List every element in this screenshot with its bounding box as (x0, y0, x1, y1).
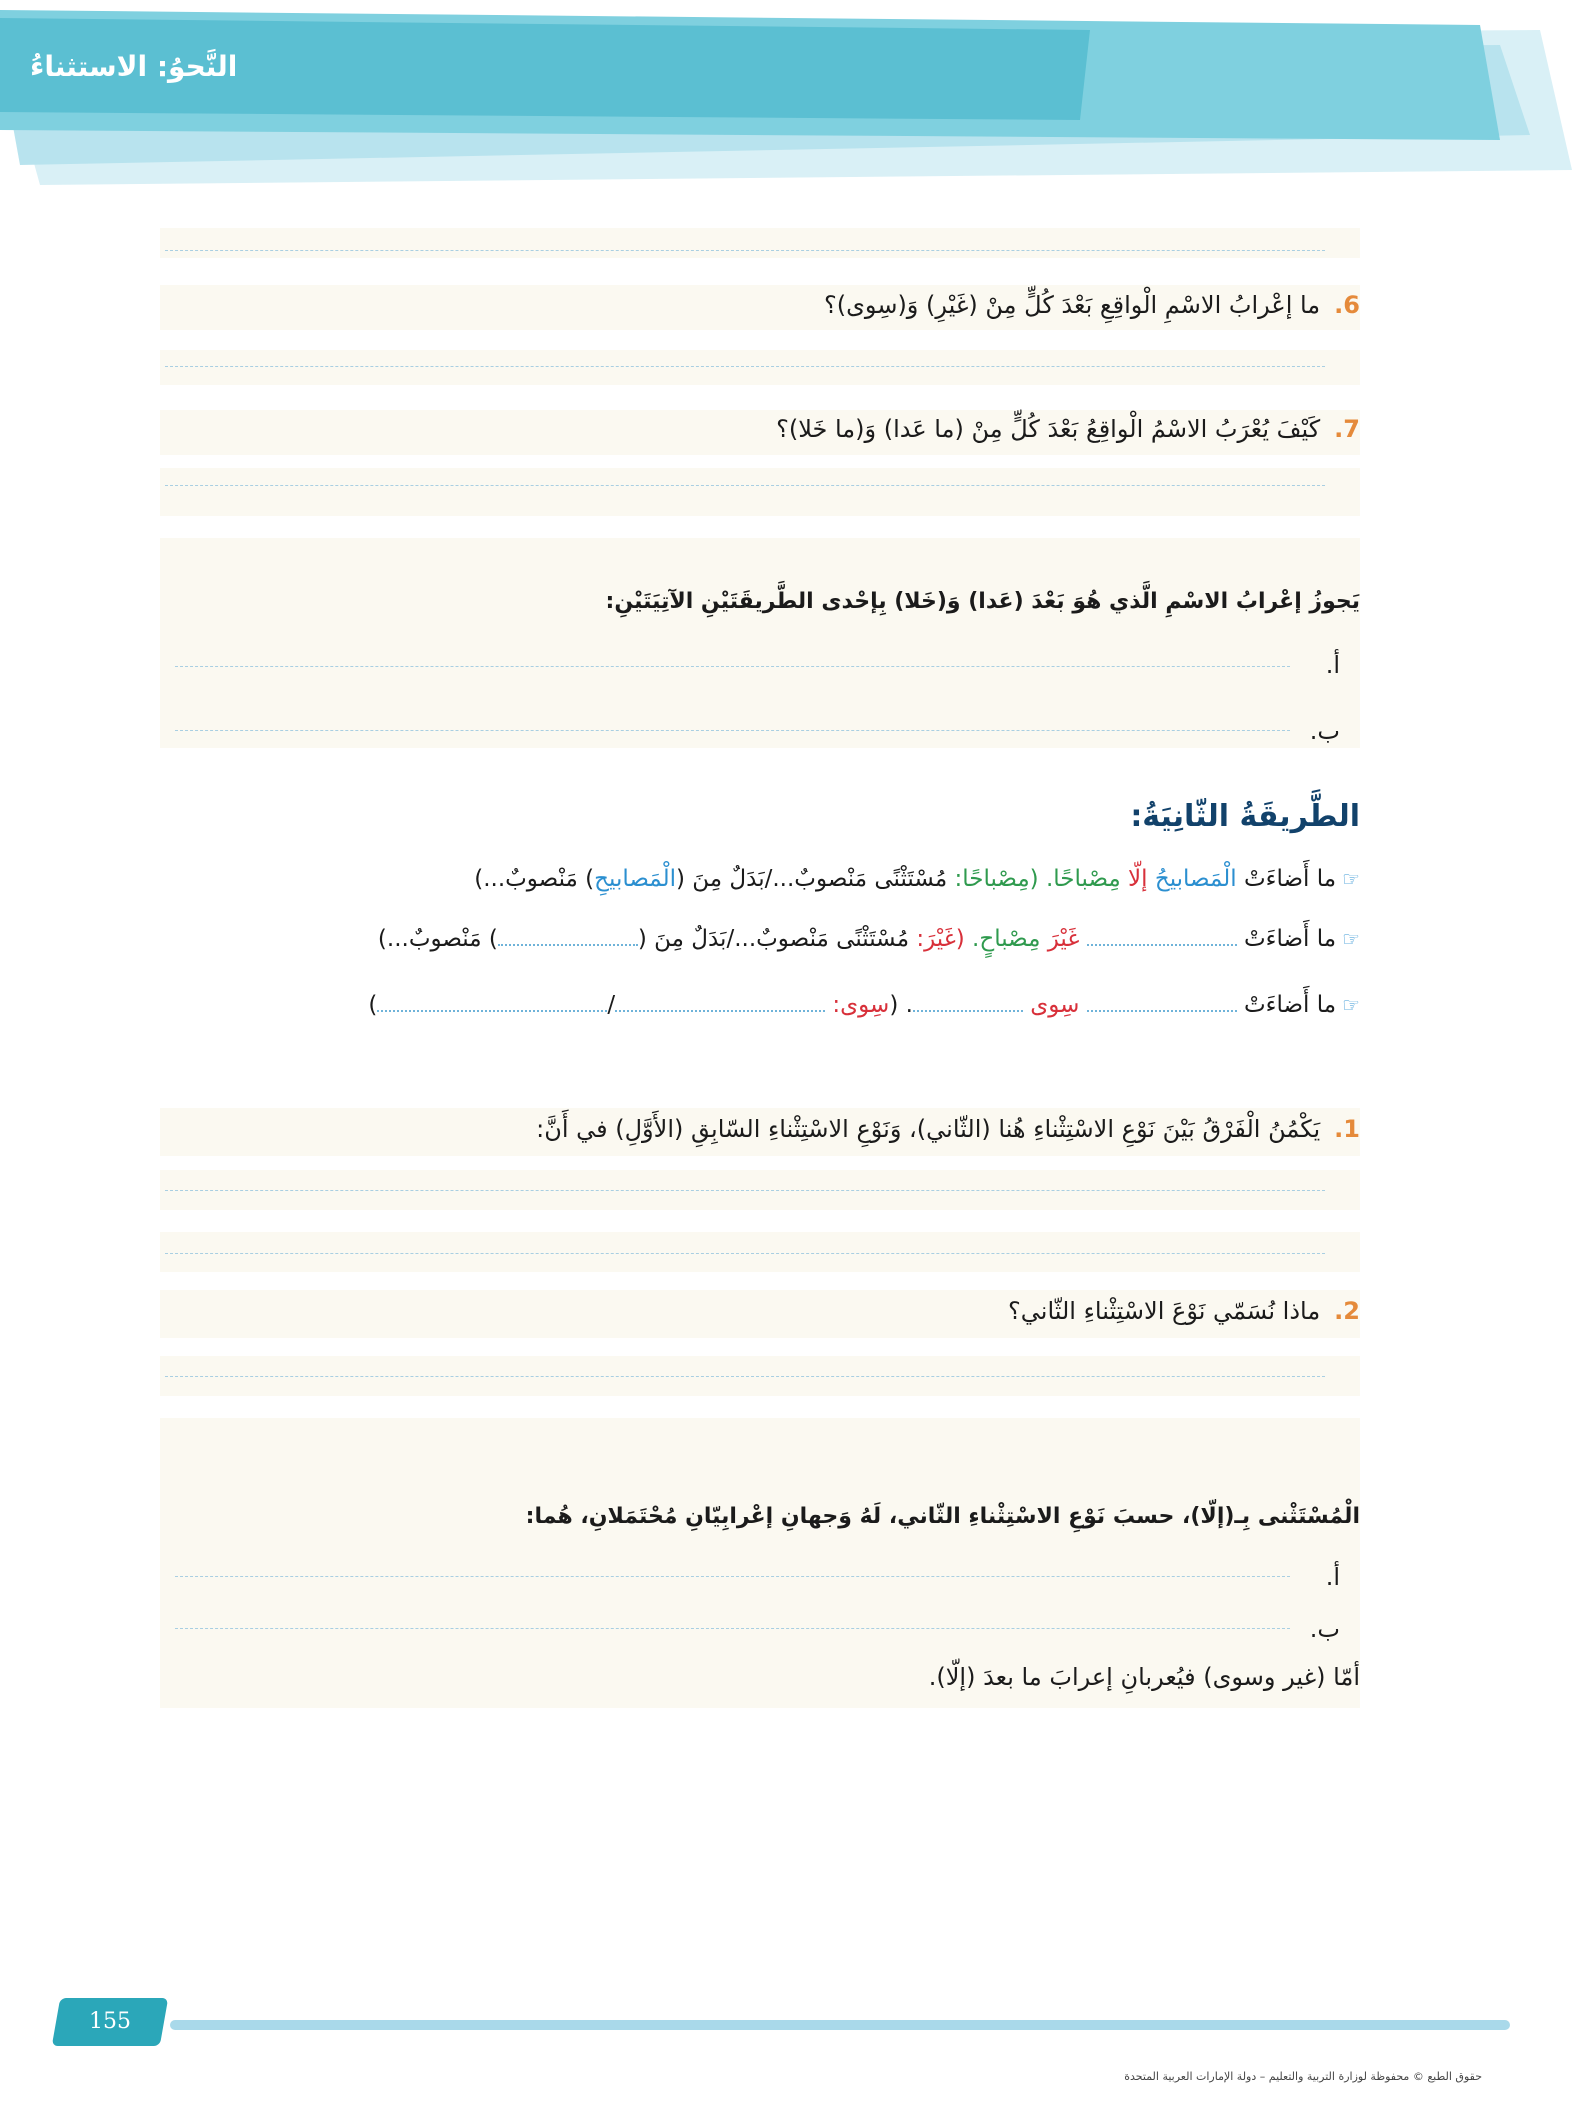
example-2-part: ) مَنْصوبٌ...) (377, 926, 498, 952)
example-3-part: . ( (889, 992, 913, 1018)
question-number: 2. (1334, 1297, 1360, 1325)
example-1-part: ما أَضاءَتْ (1244, 866, 1337, 892)
rule-2-a-line (175, 1576, 1290, 1577)
example-2-part: مِصْباحٍ. (972, 926, 1041, 952)
example-3-part: سِوى: (832, 992, 890, 1018)
page-title: النَّحوُ: الاستثناءُ (30, 50, 238, 83)
fill-blank[interactable] (377, 996, 607, 1012)
example-1 (474, 862, 1360, 896)
question-text: كَيْفَ يُعْرَبُ الاسْمُ الْواقِعُ بَعْدَ كُلٍّ مِنْ (ما عَدا) وَ(ما خَلا)؟ (776, 415, 1321, 443)
rule-2-text: الْمُسْتَثْنى بِـ(إلّا)، حسبَ نَوْعِ الاسْتِثْناءِ الثّاني، لَهُ وَجهانِ إعْرابِيّانِ مُحْتَمَلانِ، هُما: (525, 1504, 1360, 1529)
example-3-part: سِوى (1030, 992, 1080, 1018)
fill-blank[interactable] (498, 930, 638, 946)
rule-2-b-label: ب. (1309, 1615, 1340, 1643)
pointing-hand-icon: ☞ (1342, 993, 1360, 1017)
method-2-title: الطَّريقَةُ الثّانِيَةُ: (1130, 799, 1360, 834)
answer-band (160, 1232, 1360, 1272)
page-number-badge (52, 1998, 168, 2046)
question-text: ما إعْرابُ الاسْمِ الْواقِعِ بَعْدَ كُلٍّ مِنْ (غَيْرِ) وَ(سِوى)؟ (824, 291, 1321, 319)
question-text: ماذا نُسَمّي نَوْعَ الاسْتِثْناءِ الثّاني؟ (1008, 1297, 1321, 1325)
rule-1-text: يَجوزُ إعْرابُ الاسْمِ الَّذي هُوَ بَعْدَ (عَدا) وَ(خَلا) بِإحْدى الطَّريقَتَيْنِ الآتِيَتَيْنِ: (605, 589, 1360, 614)
question-number: 7. (1334, 415, 1360, 443)
question-text: يَكْمُنُ الْفَرْقُ بَيْنَ نَوْعِ الاسْتِثْناءِ هُنا (الثّاني)، وَنَوْعِ الاسْتِثْناءِ السّابِقِ (الأَوَّلِ) في أَنَّ: (536, 1115, 1321, 1143)
example-1-part: ) مَنْصوبٌ...) (474, 866, 595, 892)
page-number: 155 (89, 2009, 131, 2034)
question-number: 1. (1334, 1115, 1360, 1143)
example-1-part: الْمَصابيحِ (594, 866, 676, 892)
fill-blank[interactable] (1087, 930, 1237, 946)
example-1-part: إلّا (1128, 866, 1148, 892)
rule-2-b-line (175, 1628, 1290, 1629)
example-3 (368, 988, 1360, 1022)
example-2-part: مُسْتَثْنًى مَنْصوبٌ.../بَدَلٌ مِنَ ( (637, 926, 910, 952)
example-3-part: ) (368, 992, 378, 1018)
example-1-part: مِصْباحًا. (1045, 866, 1121, 892)
example-1-part: مُسْتَثْنًى مَنْصوبٌ.../بَدَلٌ مِنَ ( (676, 866, 948, 892)
answer-band (160, 350, 1360, 385)
answer-line (165, 485, 1325, 486)
question-1 (536, 1112, 1360, 1146)
pointing-hand-icon: ☞ (1342, 927, 1360, 951)
example-2-part: ما أَضاءَتْ (1244, 926, 1337, 952)
example-3-part: / (607, 992, 616, 1018)
header-banner (0, 0, 1572, 200)
rule-2-a-label: أ. (1325, 1563, 1340, 1591)
example-2-part: غَيْرَ (1047, 926, 1080, 952)
rule-band (160, 538, 1360, 748)
footer-bar (170, 2020, 1510, 2030)
answer-line (165, 366, 1325, 367)
fill-blank[interactable] (1087, 996, 1237, 1012)
example-2 (378, 922, 1360, 956)
answer-line (165, 1376, 1325, 1377)
rule-1-b-line (175, 730, 1290, 731)
rule-1-a-line (175, 666, 1290, 667)
rule-2-note: أمّا (غير وسوى) فيُعربانِ إعرابَ ما بعدَ (إلّا). (928, 1663, 1360, 1691)
pointing-hand-icon: ☞ (1342, 867, 1360, 891)
example-1-part: (مِصْباحًا: (954, 866, 1039, 892)
answer-line (165, 1253, 1325, 1254)
example-3-part: ما أَضاءَتْ (1244, 992, 1337, 1018)
rule-1-b-label: ب. (1309, 717, 1340, 745)
copyright: حقوق الطبع © محفوظة لوزارة التربية والتعليم – دولة الإمارات العربية المتحدة (1124, 2070, 1482, 2083)
fill-blank[interactable] (913, 996, 1023, 1012)
answer-line (165, 250, 1325, 251)
question-2 (1008, 1294, 1360, 1328)
example-1-part: الْمَصابيحُ (1154, 866, 1237, 892)
question-7 (776, 412, 1360, 446)
example-2-part: (غَيْرَ: (916, 926, 965, 952)
answer-band (160, 468, 1360, 516)
question-number: 6. (1334, 291, 1360, 319)
question-6 (824, 288, 1360, 322)
answer-band (160, 228, 1360, 258)
fill-blank[interactable] (615, 996, 825, 1012)
rule-1-a-label: أ. (1325, 651, 1340, 679)
answer-line (165, 1190, 1325, 1191)
